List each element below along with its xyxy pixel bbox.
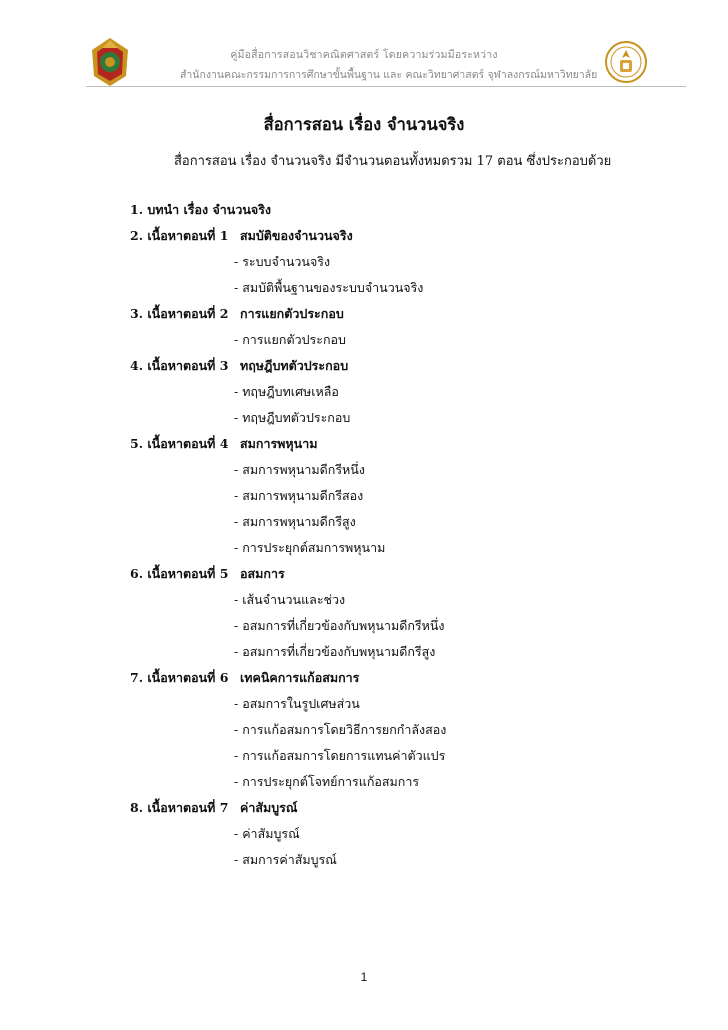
toc-subitem: - สมการพหุนามดีกรีหนึ่ง	[234, 462, 365, 477]
toc-subitem: - อสมการที่เกี่ยวข้องกับพหุนามดีกรีสูง	[234, 644, 436, 659]
toc-section-number: 5. เนื้อหาตอนที่ 4	[130, 436, 229, 451]
toc-subitem-row	[130, 824, 650, 850]
toc-section-number: 2. เนื้อหาตอนที่ 1	[130, 228, 229, 243]
toc-subitem: - การแก้อสมการโดยการแทนค่าตัวแปร	[234, 748, 446, 763]
chula-science-logo	[604, 40, 648, 84]
toc-section-topic: สมบัติของจำนวนจริง	[240, 228, 353, 243]
toc-section-number: 7. เนื้อหาตอนที่ 6	[130, 670, 229, 685]
page-number: 1	[360, 970, 368, 984]
toc-section-topic: สมการพหุนาม	[240, 436, 318, 451]
toc-subitem-row	[130, 278, 650, 304]
toc-section-number: 8. เนื้อหาตอนที่ 7	[130, 800, 229, 815]
page-header	[0, 0, 728, 92]
header-manual-title: คู่มือสื่อการสอนวิชาคณิตศาสตร์ โดยความร่วมมือระหว่าง	[230, 49, 498, 61]
toc-subitem-row	[130, 382, 650, 408]
toc-section-row	[130, 668, 650, 694]
toc-subitem: - สมบัติพื้นฐานของระบบจำนวนจริง	[234, 280, 424, 295]
header-divider	[86, 86, 686, 87]
toc-subitem: - ทฤษฎีบทเศษเหลือ	[234, 384, 339, 399]
toc-subitem-row	[130, 252, 650, 278]
toc-section-topic: การแยกตัวประกอบ	[240, 306, 344, 321]
toc-section-row	[130, 304, 650, 330]
toc-subitem-row	[130, 538, 650, 564]
table-of-contents	[130, 200, 650, 876]
toc-subitem-row	[130, 642, 650, 668]
toc-subitem-row	[130, 486, 650, 512]
toc-section-number: 4. เนื้อหาตอนที่ 3	[130, 358, 229, 373]
toc-subitem: - การประยุกต์โจทย์การแก้อสมการ	[234, 774, 420, 789]
toc-section-row	[130, 356, 650, 382]
toc-subitem-row	[130, 512, 650, 538]
toc-subitem: - ค่าสัมบูรณ์	[234, 826, 300, 841]
toc-subitem-row	[130, 720, 650, 746]
toc-section-row	[130, 226, 650, 252]
toc-section-topic: ทฤษฎีบทตัวประกอบ	[240, 358, 349, 373]
toc-section-row	[130, 564, 650, 590]
toc-subitem: - สมการพหุนามดีกรีสูง	[234, 514, 356, 529]
toc-subitem-row	[130, 460, 650, 486]
toc-section-topic: อสมการ	[240, 566, 285, 581]
toc-section-row	[130, 798, 650, 824]
toc-subitem: - ระบบจำนวนจริง	[234, 254, 331, 269]
toc-subitem-row	[130, 694, 650, 720]
intro-paragraph: สื่อการสอน เรื่อง จำนวนจริง มีจำนวนตอนทั้งหมดรวม 17 ตอน ซึ่งประกอบด้วย	[174, 154, 612, 169]
toc-subitem: - การแยกตัวประกอบ	[234, 332, 346, 347]
toc-subitem-row	[130, 330, 650, 356]
toc-subitem-row	[130, 590, 650, 616]
toc-subitem: - การประยุกต์สมการพหุนาม	[234, 540, 386, 555]
toc-subitem-row	[130, 746, 650, 772]
header-organizations: สำนักงานคณะกรรมการการศึกษาขั้นพื้นฐาน และ คณะวิทยาศาสตร์ จุฬาลงกรณ์มหาวิทยาลัย	[180, 69, 598, 81]
toc-section-topic: เทคนิคการแก้อสมการ	[240, 670, 360, 685]
toc-section-row	[130, 434, 650, 460]
toc-subitem-row	[130, 772, 650, 798]
toc-subitem: - อสมการที่เกี่ยวข้องกับพหุนามดีกรีหนึ่ง	[234, 618, 445, 633]
toc-subitem: - เส้นจำนวนและช่วง	[234, 592, 346, 607]
toc-subitem: - สมการพหุนามดีกรีสอง	[234, 488, 364, 503]
toc-subitem-row	[130, 850, 650, 876]
toc-section-number: 6. เนื้อหาตอนที่ 5	[130, 566, 229, 581]
toc-subitem: - สมการค่าสัมบูรณ์	[234, 852, 337, 867]
toc-intro-item: 1. บทนำ เรื่อง จำนวนจริง	[130, 202, 272, 217]
toc-section-number: 3. เนื้อหาตอนที่ 2	[130, 306, 229, 321]
toc-subitem: - การแก้อสมการโดยวิธีการยกกำลังสอง	[234, 722, 447, 737]
toc-subitem-row	[130, 408, 650, 434]
page-title: สื่อการสอน เรื่อง จำนวนจริง	[263, 115, 465, 134]
toc-subitem: - ทฤษฎีบทตัวประกอบ	[234, 410, 351, 425]
toc-section-topic: ค่าสัมบูรณ์	[240, 800, 298, 815]
toc-subitem: - อสมการในรูปเศษส่วน	[234, 696, 360, 711]
toc-intro-row	[130, 200, 650, 226]
toc-subitem-row	[130, 616, 650, 642]
